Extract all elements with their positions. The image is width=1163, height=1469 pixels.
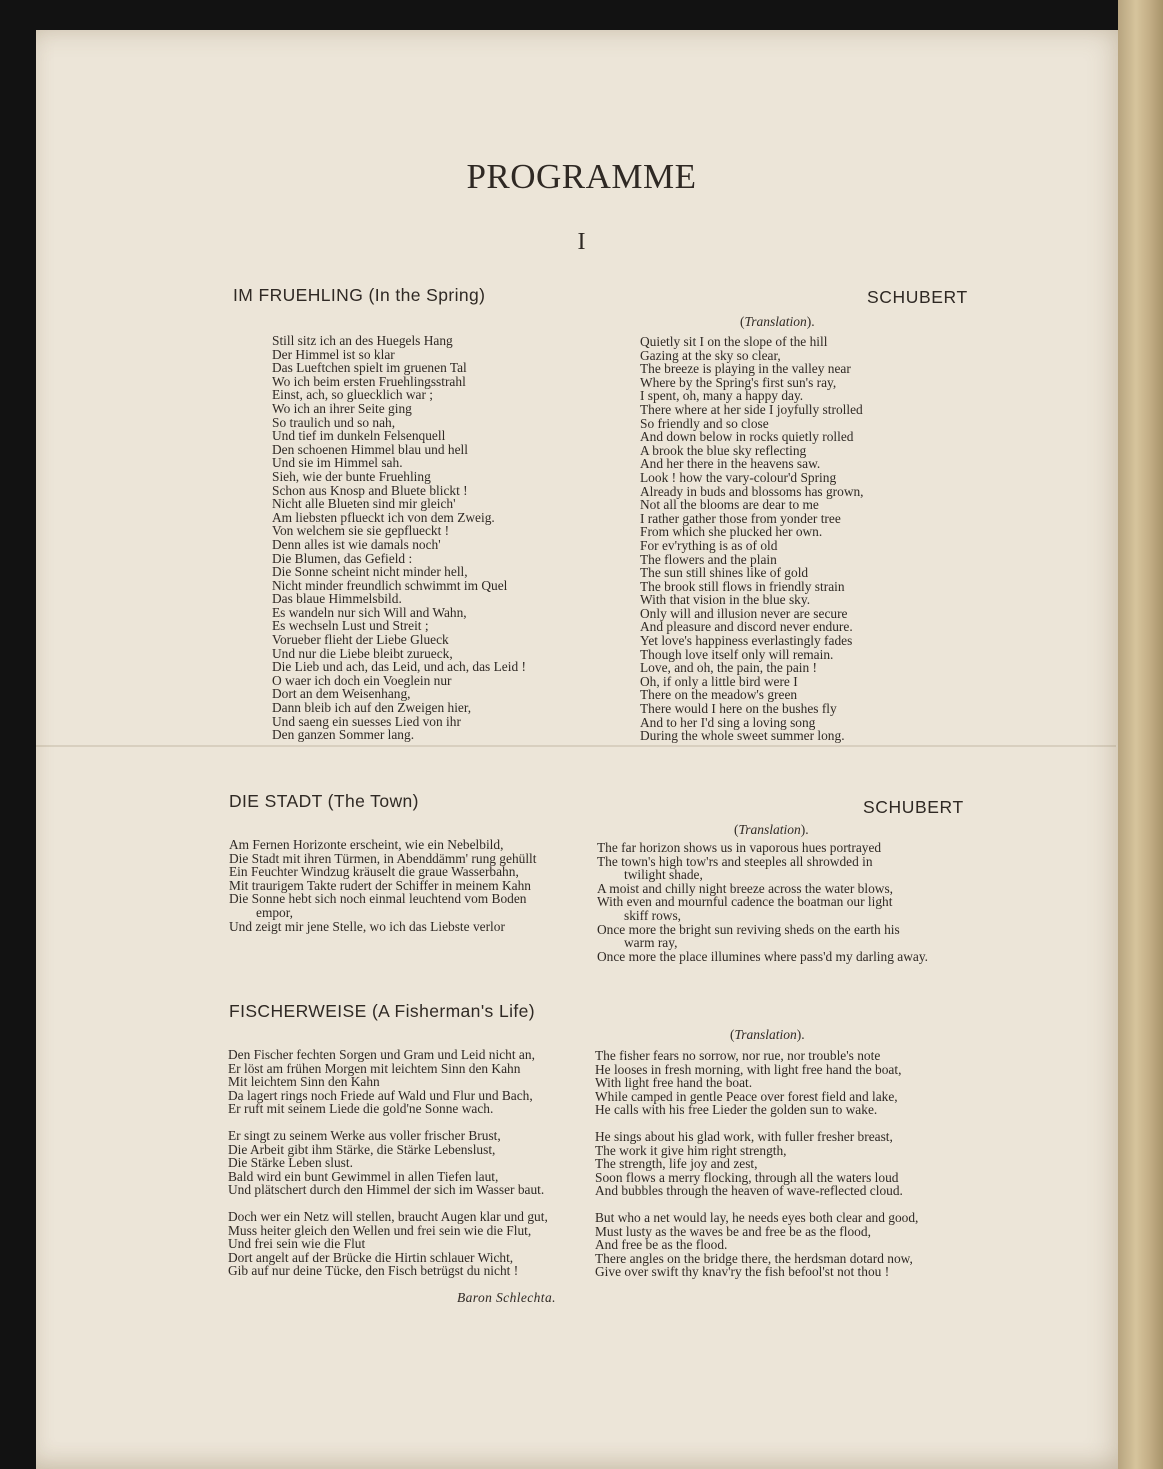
verse-line-english: twilight shade, [624, 867, 703, 883]
verse-line-english: He looses in fresh morning, with light free hand the boat, [595, 1061, 902, 1077]
verse-line-german: Da lagert rings noch Friede auf Wald und Flur und Bach, [228, 1087, 533, 1103]
verse-line-german: Mit leichtem Sinn den Kahn [228, 1074, 380, 1090]
verse-line-english: There on the meadow's green [640, 687, 798, 703]
verse-line-german: Der Himmel ist so klar [272, 346, 395, 362]
verse-line-german: Dort an dem Weisenhang, [272, 686, 411, 702]
verse-line-english: Yet love's happiness everlastingly fades [640, 633, 853, 649]
verse-line-english: The brook still flows in friendly strain [640, 578, 845, 594]
verse-line-german: Die Arbeit gibt ihm Stärke, die Stärke Lebenslust, [228, 1141, 496, 1157]
english-translation-die-stadt [597, 841, 928, 963]
page-fold [36, 745, 1116, 747]
verse-line-german: Doch wer ein Netz will stellen, braucht Augen klar und gut, [228, 1208, 548, 1224]
verse-line-english: A brook the blue sky reflecting [640, 442, 807, 458]
verse-line-english: With light free hand the boat. [595, 1075, 753, 1091]
verse-line-german: Nicht minder freundlich schwimmt im Quel [272, 577, 508, 593]
verse-line-german: Und frei sein wie die Flut [228, 1236, 366, 1252]
verse-line-english: The fisher fears no sorrow, nor rue, nor trouble's note [595, 1048, 881, 1063]
verse-line-german: Nicht alle Blueten sind mir gleich' [272, 496, 456, 512]
verse-line-german: Dann bleib ich auf den Zweigen hier, [272, 700, 472, 716]
verse-line-english: He sings about his glad work, with fuller fresher breast, [595, 1128, 893, 1144]
verse-line-german: Er ruft mit seinem Liede die gold'ne Sonne wach. [228, 1101, 494, 1117]
verse-line-english: skiff rows, [624, 907, 682, 923]
verse-line-english: And to her I'd sing a loving song [640, 714, 816, 730]
verse-line-english: Give over swift thy knav'ry the fish befool'st not thou ! [595, 1264, 890, 1280]
verse-line-german: Muss heiter gleich den Wellen und frei sein wie die Flut, [228, 1222, 532, 1238]
verse-line-german: Und tief im dunkeln Felsenquell [272, 428, 446, 444]
verse-line-german: Schon aus Knosp and Bluete blickt ! [272, 482, 468, 498]
german-text-im-fruehling [272, 334, 526, 742]
verse-line-german: Er löst am frühen Morgen mit leichtem Sinn den Kahn [228, 1060, 521, 1076]
verse-line-german: Er singt zu seinem Werke aus voller frischer Brust, [228, 1127, 501, 1143]
verse-line-german: Denn alles ist wie damals noch' [272, 536, 441, 552]
verse-line-english: Already in buds and blossoms has grown, [640, 483, 864, 499]
verse-line-german: Bald wird ein bunt Gewimmel in allen Tiefen laut, [228, 1168, 499, 1184]
stanza-gap [228, 1197, 548, 1210]
verse-line-english: And pleasure and discord never endure. [640, 619, 853, 635]
verse-line-english: Quietly sit I on the slope of the hill [640, 334, 828, 349]
verse-line-english: During the whole sweet summer long. [640, 728, 845, 744]
verse-line-german: Und saeng ein suesses Lied von ihr [272, 713, 461, 729]
verse-line-german: Und nur die Liebe bleibt zurueck, [272, 645, 453, 661]
verse-line-german: Den ganzen Sommer lang. [272, 727, 415, 743]
verse-line-german: Mit traurigem Takte rudert der Schiffer in meinem Kahn [229, 877, 531, 893]
verse-line-english: Love, and oh, the pain, the pain ! [640, 660, 818, 676]
verse-line-german: Den schoenen Himmel blau und hell [272, 441, 468, 457]
verse-line-english: Once more the bright sun reviving sheds on the earth his [597, 921, 900, 937]
verse-line-german: Wo ich beim ersten Fruehlingsstrahl [272, 373, 466, 389]
verse-line-english: With that vision in the blue sky. [640, 592, 811, 608]
verse-line-english: He calls with his free Lieder the golden sun to wake. [595, 1102, 878, 1118]
verse-line-english: The town's high tow'rs and steeples all shrowded in [597, 853, 873, 869]
verse-line-english: And her there in the heavens saw. [640, 456, 821, 472]
composer-schubert: SCHUBERT [867, 287, 968, 307]
verse-line-english: Where by the Spring's first sun's ray, [640, 374, 837, 390]
verse-line-english: Look ! how the vary-colour'd Spring [640, 469, 837, 485]
verse-line-english: Soon flows a merry flocking, through all the waters loud [595, 1169, 899, 1185]
verse-line-english: A moist and chilly night breeze across the water blows, [597, 880, 894, 896]
song-title-fischerweise: FISCHERWEISE (A Fisherman's Life) [229, 1001, 536, 1021]
verse-line-german: Das blaue Himmelsbild. [272, 591, 402, 607]
verse-line-german: Still sitz ich an des Huegels Hang [272, 333, 453, 348]
verse-line-german: Wo ich an ihrer Seite ging [272, 400, 412, 416]
verse-line-german: Den Fischer fechten Sorgen und Gram und Leid nicht an, [228, 1047, 535, 1062]
verse-line-english: For ev'rything is as of old [640, 537, 778, 553]
verse-line-german: Vorueber flieht der Liebe Glueck [272, 632, 449, 648]
verse-line-german: Gib auf nur deine Tücke, den Fisch betrügst du nicht ! [228, 1263, 519, 1279]
verse-line-german: Es wandeln nur sich Will and Wahn, [272, 604, 467, 620]
verse-line-english: The far horizon shows us in vaporous hues portrayed [597, 840, 882, 855]
verse-line-english: And bubbles through the heaven of wave-reflected cloud. [595, 1183, 903, 1199]
verse-line-german: Dort angelt auf der Brücke die Hirtin schlauer Wicht, [228, 1249, 514, 1265]
verse-line-english: Though love itself only will remain. [640, 646, 834, 662]
english-translation-fischerweise [595, 1049, 918, 1279]
section-numeral: I [577, 229, 586, 255]
verse-line-english: The work it give him right strength, [595, 1142, 787, 1158]
translation-label: (Translation). [740, 314, 815, 329]
translation-label: (Translation). [734, 822, 809, 837]
verse-line-english: While camped in gentle Peace over forest field and lake, [595, 1088, 898, 1104]
verse-line-german: Die Sonne scheint nicht minder hell, [272, 564, 468, 580]
verse-line-english: Gazing at the sky so clear, [640, 347, 781, 363]
verse-line-english: There would I here on the bushes fly [640, 701, 837, 717]
verse-line-english: From which she plucked her own. [640, 524, 823, 540]
german-text-die-stadt [229, 838, 537, 933]
verse-line-english: The strength, life joy and zest, [595, 1156, 758, 1172]
verse-line-english: But who a net would lay, he needs eyes both clear and good, [595, 1209, 919, 1225]
verse-line-english: I spent, oh, many a happy day. [640, 388, 804, 404]
verse-line-german: Und plätschert durch den Himmel der sich im Wasser baut. [228, 1182, 545, 1198]
verse-line-german: empor, [256, 904, 294, 920]
verse-line-german: Die Stärke Leben slust. [228, 1155, 353, 1171]
verse-line-english: There where at her side I joyfully strolled [640, 401, 863, 417]
book-binding [1118, 0, 1163, 1469]
english-translation-im-fruehling [640, 335, 864, 743]
page-title: PROGRAMME [466, 157, 697, 196]
verse-line-english: warm ray, [624, 935, 678, 951]
verse-line-english: Once more the place illumines where pass'd my darling away. [597, 948, 928, 964]
verse-line-english: Only will and illusion never are secure [640, 605, 848, 621]
verse-line-english: Not all the blooms are dear to me [640, 497, 819, 513]
verse-line-german: Die Lieb und ach, das Leid, und ach, das Leid ! [272, 659, 526, 675]
lyricist-credit: Baron Schlechta. [457, 1290, 556, 1305]
verse-line-english: Must lusty as the waves be and free be as the flood, [595, 1223, 871, 1239]
verse-line-german: Einst, ach, so gluecklich war ; [272, 387, 434, 403]
verse-line-german: Es wechseln Lust und Streit ; [272, 618, 429, 634]
verse-line-german: Sieh, wie der bunte Fruehling [272, 468, 431, 484]
song-title-die-stadt: DIE STADT (The Town) [229, 791, 419, 811]
verse-line-german: Am Fernen Horizonte erscheint, wie ein Nebelbild, [229, 837, 504, 852]
verse-line-german: Die Blumen, das Gefield : [272, 550, 413, 566]
song-title-im-fruehling: IM FRUEHLING (In the Spring) [233, 285, 486, 305]
verse-line-english: The breeze is playing in the valley near [640, 361, 851, 377]
verse-line-german: Von welchem sie sie gepflueckt ! [272, 523, 450, 539]
verse-line-german: Die Sonne hebt sich noch einmal leuchtend vom Boden [229, 891, 527, 907]
verse-line-english: Oh, if only a little bird were I [640, 673, 798, 689]
verse-line-german: So traulich und so nah, [272, 414, 396, 430]
verse-line-german: Und zeigt mir jene Stelle, wo ich das Liebste verlor [229, 918, 505, 934]
verse-line-german: Ein Feuchter Windzug kräuselt die graue Wasserbahn, [229, 864, 519, 880]
verse-line-german: Und sie im Himmel sah. [272, 455, 403, 471]
stanza-gap [595, 1198, 918, 1211]
verse-line-english: And free be as the flood. [595, 1237, 728, 1253]
verse-line-english: I rather gather those from yonder tree [640, 510, 841, 526]
verse-line-german: Am liebsten pflueckt ich von dem Zweig. [272, 509, 495, 525]
verse-line-english: There angles on the bridge there, the herdsman dotard now, [595, 1250, 913, 1266]
verse-line-english: And down below in rocks quietly rolled [640, 429, 854, 445]
verse-line-german: Die Stadt mit ihren Türmen, in Abenddämm' rung gehüllt [229, 850, 537, 866]
german-text-fischerweise [228, 1048, 548, 1278]
verse-line-german: O waer ich doch ein Voeglein nur [272, 672, 452, 688]
verse-line-english: The flowers and the plain [640, 551, 777, 567]
verse-line-english: The sun still shines like of gold [640, 565, 809, 581]
verse-line-english: With even and mournful cadence the boatman our light [597, 894, 893, 910]
translation-label: (Translation). [730, 1027, 805, 1042]
verse-line-german: Das Lueftchen spielt im gruenen Tal [272, 360, 467, 376]
verse-line-english: So friendly and so close [640, 415, 769, 431]
composer-schubert: SCHUBERT [863, 797, 964, 817]
